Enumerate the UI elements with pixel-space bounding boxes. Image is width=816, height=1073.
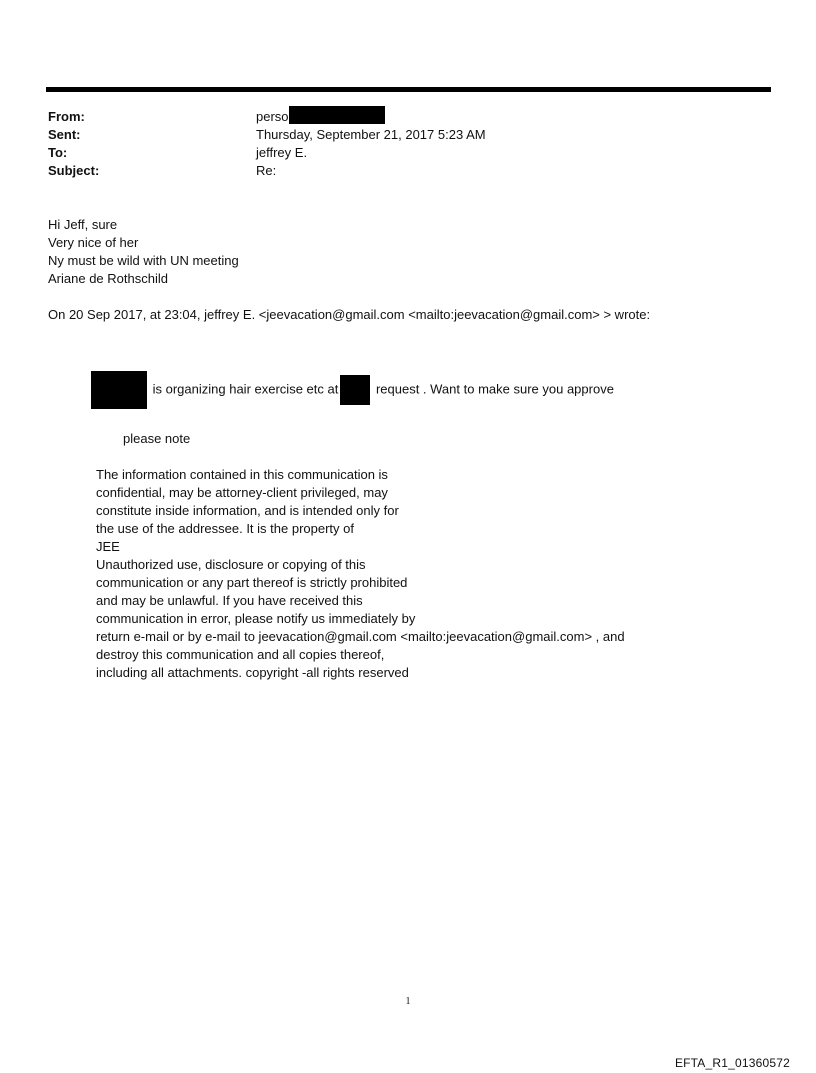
from-text: perso (256, 109, 289, 124)
from-row (48, 108, 486, 126)
from-value (256, 108, 385, 126)
quote-intro: On 20 Sep 2017, at 23:04, jeffrey E. <jeevacation@gmail.com <mailto:jeevacation@gmail.com> > wrote: (48, 307, 651, 322)
header-rule (46, 87, 771, 92)
sent-label: Sent: (48, 127, 81, 142)
disclaimer-line: constitute inside information, and is intended only for (96, 503, 399, 518)
disclaimer-line: including all attachments. copyright -all rights reserved (96, 665, 409, 680)
page-number: 1 (405, 996, 411, 1007)
from-label: From: (48, 109, 85, 124)
subject-label: Subject: (48, 163, 100, 178)
please-note: please note (123, 431, 191, 446)
sent-row (48, 126, 486, 144)
subject-value: Re: (256, 163, 277, 178)
bates-number: EFTA_R1_01360572 (674, 1056, 790, 1070)
body-line: Hi Jeff, sure (48, 217, 118, 232)
quoted-text-b: request . Want to make sure you approve (375, 381, 614, 397)
subject-row (48, 162, 486, 180)
disclaimer-line: and may be unlawful. If you have received this (96, 593, 363, 608)
disclaimer-line: communication in error, please notify us immediately by (96, 611, 416, 626)
message-body (48, 216, 239, 288)
body-line: Ny must be wild with UN meeting (48, 253, 239, 268)
redaction-box (340, 375, 370, 405)
disclaimer-line: JEE (96, 539, 120, 554)
disclaimer (96, 466, 625, 682)
to-row (48, 144, 486, 162)
redaction-box (289, 106, 385, 124)
to-label: To: (48, 145, 68, 160)
disclaimer-line: return e-mail or by e-mail to jeevacation@gmail.com <mailto:jeevacation@gmail.com> , and (96, 629, 625, 644)
disclaimer-line: the use of the addressee. It is the property of (96, 521, 354, 536)
disclaimer-line: destroy this communication and all copies thereof, (96, 647, 385, 662)
body-line: Ariane de Rothschild (48, 271, 168, 286)
disclaimer-line: Unauthorized use, disclosure or copying of this (96, 557, 366, 572)
quoted-line (91, 371, 614, 409)
email-header (48, 108, 486, 180)
to-value: jeffrey E. (256, 145, 308, 160)
disclaimer-line: communication or any part thereof is strictly prohibited (96, 575, 408, 590)
quoted-text-a: is organizing hair exercise etc at (152, 381, 339, 397)
redaction-box (91, 371, 147, 409)
sent-value: Thursday, September 21, 2017 5:23 AM (256, 127, 486, 142)
disclaimer-line: confidential, may be attorney-client privileged, may (96, 485, 388, 500)
body-line: Very nice of her (48, 235, 139, 250)
disclaimer-line: The information contained in this communication is (96, 467, 388, 482)
